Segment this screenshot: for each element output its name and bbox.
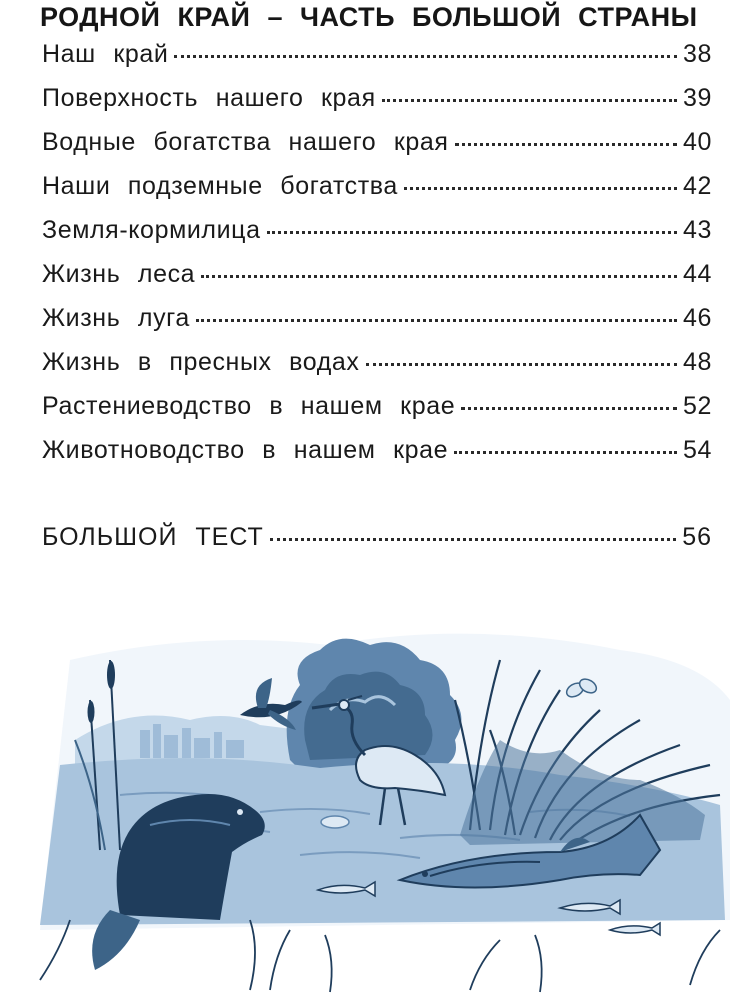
toc-item-title: Поверхность нашего края [42,84,376,112]
section-heading: РОДНОЙ КРАЙ – ЧАСТЬ БОЛЬШОЙ СТРАНЫ [40,2,698,32]
toc-item-title: Жизнь леса [42,260,196,288]
toc-item[interactable] [42,172,712,216]
water-lily [321,816,349,828]
toc-item[interactable] [42,436,712,480]
toc-item[interactable] [42,260,712,304]
dot-leader [454,451,677,454]
dot-leader [270,538,676,541]
dot-leader [455,143,677,146]
toc-item-page: 43 [682,216,712,244]
dot-leader [267,231,677,234]
toc-item[interactable] [42,128,712,172]
toc-item-page: 46 [682,304,712,332]
freshwater-life-illustration [0,590,739,1000]
dot-leader [201,275,677,278]
toc-item-page: 44 [682,260,712,288]
toc-item-title: Жизнь в пресных водах [42,348,360,376]
dot-leader [174,55,677,58]
toc-item[interactable] [42,304,712,348]
toc-item-page: 38 [682,40,712,68]
toc-item[interactable] [42,392,712,436]
dot-leader [366,363,677,366]
toc-item[interactable] [42,216,712,260]
toc-item-page: 48 [682,348,712,376]
table-of-contents [42,40,712,567]
toc-item-test[interactable] [42,523,712,567]
toc-item-title: Водные богатства нашего края [42,128,449,156]
toc-item-title: Земля-кормилица [42,216,261,244]
toc-item-page: 39 [682,84,712,112]
dot-leader [404,187,677,190]
toc-item[interactable] [42,84,712,128]
toc-item-title: Жизнь луга [42,304,190,332]
toc-item-page: 42 [682,172,712,200]
toc-item-title: Наши подземные богатства [42,172,398,200]
dot-leader [382,99,677,102]
dot-leader [196,319,677,322]
toc-item[interactable] [42,348,712,392]
toc-item-title: Наш край [42,40,169,68]
toc-item-title: Животноводство в нашем крае [42,436,449,464]
toc-item[interactable] [42,40,712,84]
toc-item-title: БОЛЬШОЙ ТЕСТ [42,523,264,551]
toc-item-page: 56 [682,523,712,551]
toc-item-page: 40 [682,128,712,156]
dot-leader [461,407,677,410]
toc-item-page: 52 [682,392,712,420]
toc-item-page: 54 [682,436,712,464]
toc-item-title: Растениеводство в нашем крае [42,392,456,420]
